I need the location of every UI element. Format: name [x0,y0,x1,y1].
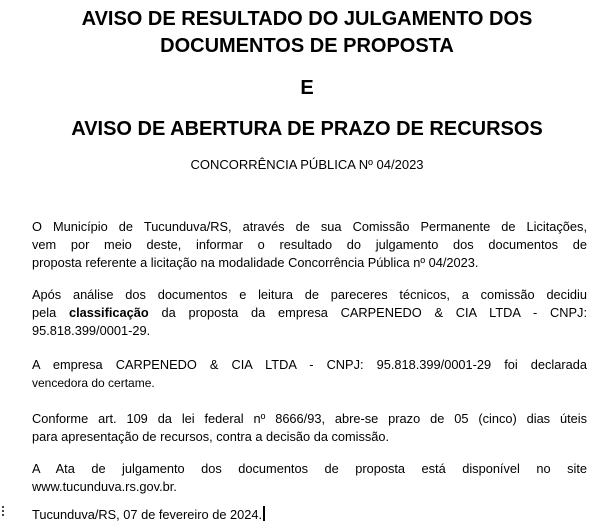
margin-dot [2,506,4,508]
paragraph-winner [32,356,587,392]
paragraph-line: Conforme art. 109 da lei federal nº 8666/93, abre-se prazo de 05 (cinco) dias úteis [32,411,587,426]
paragraph-line: 95.818.399/0001-29. [32,323,151,338]
paragraph-minutes-availability [32,460,587,496]
text-run: pela [32,305,69,320]
margin-dot [2,514,4,516]
paragraph-analysis [32,286,587,340]
paragraph-line: www.tucunduva.rs.gov.br. [32,479,177,494]
margin-dot [2,510,4,512]
paragraph-appeal-period [32,410,587,446]
paragraph-line: vencedora do certame. [32,376,155,390]
paragraph-result-announcement [32,218,587,272]
paragraph-line: O Município de Tucunduva/RS, através de sua Comissão Permanente de Licitações, [32,219,587,234]
paragraph-line: Após análise dos documentos e leitura de pareceres técnicos, a comissão decidiu [32,287,587,302]
paragraph-line: A Ata de julgamento dos documentos de proposta está disponível no site [32,461,587,476]
bold-classification: classificação [68,305,149,320]
margin-marker [2,506,6,520]
paragraph-date [32,506,587,524]
paragraph-line: proposta referente a licitação na modalidade Concorrência Pública nº 04/2023. [32,255,479,270]
paragraph-line: para apresentação de recursos, contra a decisão da comissão. [32,429,390,444]
title-line-3: AVISO DE ABERTURA DE PRAZO DE RECURSOS [71,118,543,140]
text-run: da proposta da empresa CARPENEDO & CIA LTDA - CNPJ: [148,305,588,320]
paragraph-line: A empresa CARPENEDO & CIA LTDA - CNPJ: 95.818.399/0001-29 foi declarada [32,357,587,372]
paragraph-line [32,304,587,322]
title-line-2: DOCUMENTOS DE PROPOSTA [160,35,454,57]
paragraph-line [32,506,587,524]
date-text: Tucunduva/RS, 07 de fevereiro de 2024. [32,507,263,522]
paragraph-line: vem por meio deste, informar o resultado do julgamento dos documentos de [32,237,587,252]
title-conjunction: E [300,77,314,99]
subtitle: CONCORRÊNCIA PÚBLICA Nº 04/2023 [190,157,424,172]
text-cursor [263,506,265,521]
title-line-1: AVISO DE RESULTADO DO JULGAMENTO DOS [81,8,533,30]
